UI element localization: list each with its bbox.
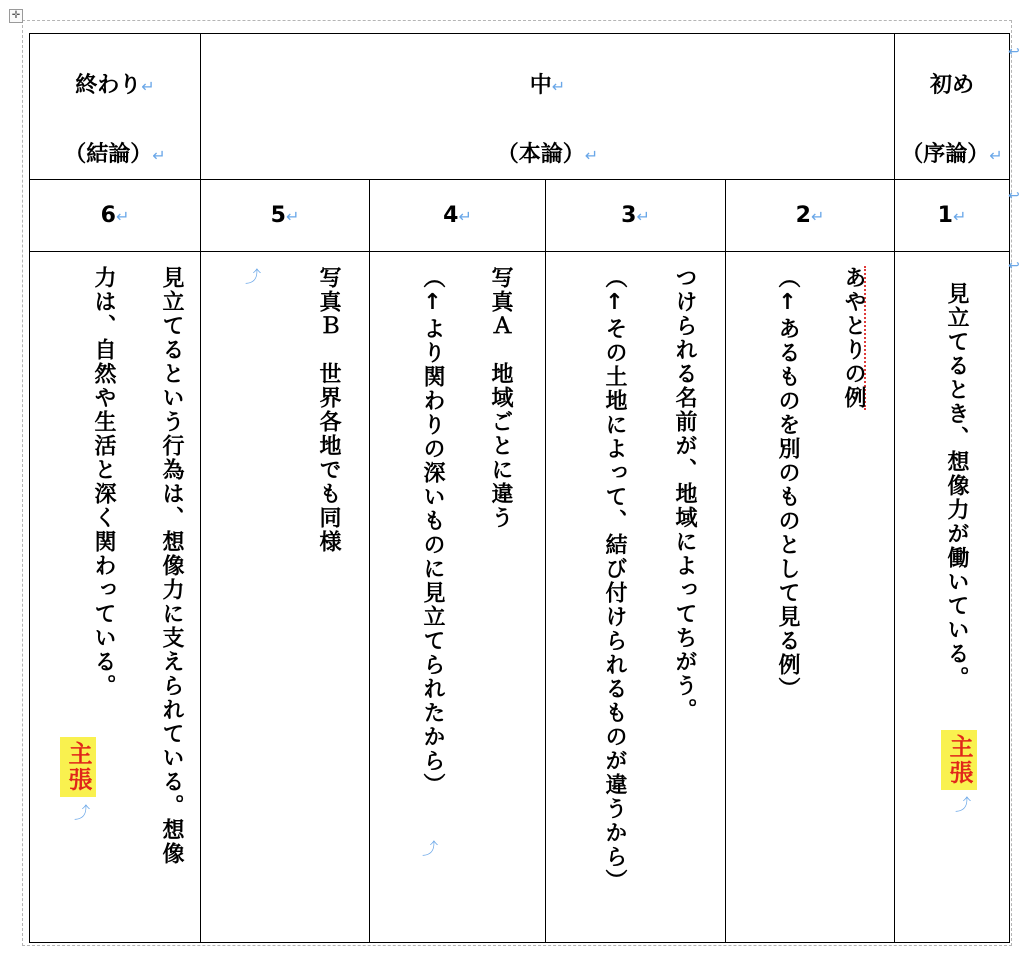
return-mark-icon: ⤴ [422,839,439,858]
return-mark-icon: ↵ [584,145,599,165]
table-move-handle-icon[interactable]: ✛ [9,9,23,23]
number-1 [895,180,1010,252]
return-mark-icon: ↵ [152,145,166,165]
header-middle-title: 中 [529,72,552,98]
column-4-body [370,252,546,943]
column-6-line2: 力は、自然や生活と深く関わっている。 [91,266,116,698]
column-3-line2: （↑その土地によって、結び付けられるものが違うから） [602,266,627,893]
column-3-line1: つけられる名前が、地域によってちがう。 [672,266,697,722]
column-4-line2: （↑より関わりの深いものに見立てられたから） [420,266,445,797]
row-end-mark-icon: ↩ [1008,44,1020,60]
column-2-line2: （↑あるものを別のものとして見る例） [775,266,800,701]
return-mark-icon: ↵ [636,207,650,226]
header-middle [201,34,895,180]
column-1-claim-badge: 主張 [941,730,977,790]
return-mark-icon: ↵ [141,76,155,96]
number-5 [201,180,370,252]
number-2-label: 2 [795,203,811,228]
column-6-claim-badge: 主張 [60,737,96,797]
column-2-body [726,252,895,943]
return-mark-icon: ↵ [458,207,472,226]
number-3-label: 3 [621,203,637,228]
number-6-label: 6 [100,203,116,228]
column-2-line1: あやとりの例 [841,266,866,410]
column-4-line1: 写真Ａ 地域ごとに違う [488,266,513,530]
row-end-mark-icon: ↩ [1008,188,1020,204]
number-4 [370,180,546,252]
number-4-label: 4 [443,203,459,228]
number-1-label: 1 [937,203,953,228]
composition-table [29,33,1010,943]
number-3 [546,180,726,252]
number-5-label: 5 [270,203,286,228]
return-mark-icon: ↵ [989,145,1003,165]
row-end-mark-icon: ↩ [1008,258,1020,274]
header-end [30,34,201,180]
number-6 [30,180,201,252]
column-1-body [895,252,1010,943]
column-5-line1: 写真Ｂ 世界各地でも同様 [316,266,341,554]
return-mark-icon: ↵ [285,207,300,226]
column-6-body [30,252,201,943]
number-2 [726,180,895,252]
column-5-body [201,252,370,943]
return-mark-icon: ↵ [810,207,825,226]
return-mark-icon: ⤴ [74,803,91,822]
header-begin-sub: （序論） [901,141,990,167]
header-end-sub: （結論） [64,141,153,167]
header-begin [895,34,1010,180]
column-3-body [546,252,726,943]
header-end-title: 終わり [75,72,142,98]
return-mark-icon: ↵ [952,207,967,226]
column-6-line1: 見立てるという行為は、想像力に支えられている。想像 [159,266,184,866]
header-begin-title: 初め [929,72,974,98]
header-middle-sub: （本論） [496,141,585,167]
column-1-line1: 見立てるとき、想像力が働いている。 [944,282,969,690]
return-mark-icon: ⤴ [245,267,262,286]
return-mark-icon: ↵ [551,76,566,96]
return-mark-icon: ⤴ [955,795,972,814]
return-mark-icon: ↵ [115,207,130,226]
